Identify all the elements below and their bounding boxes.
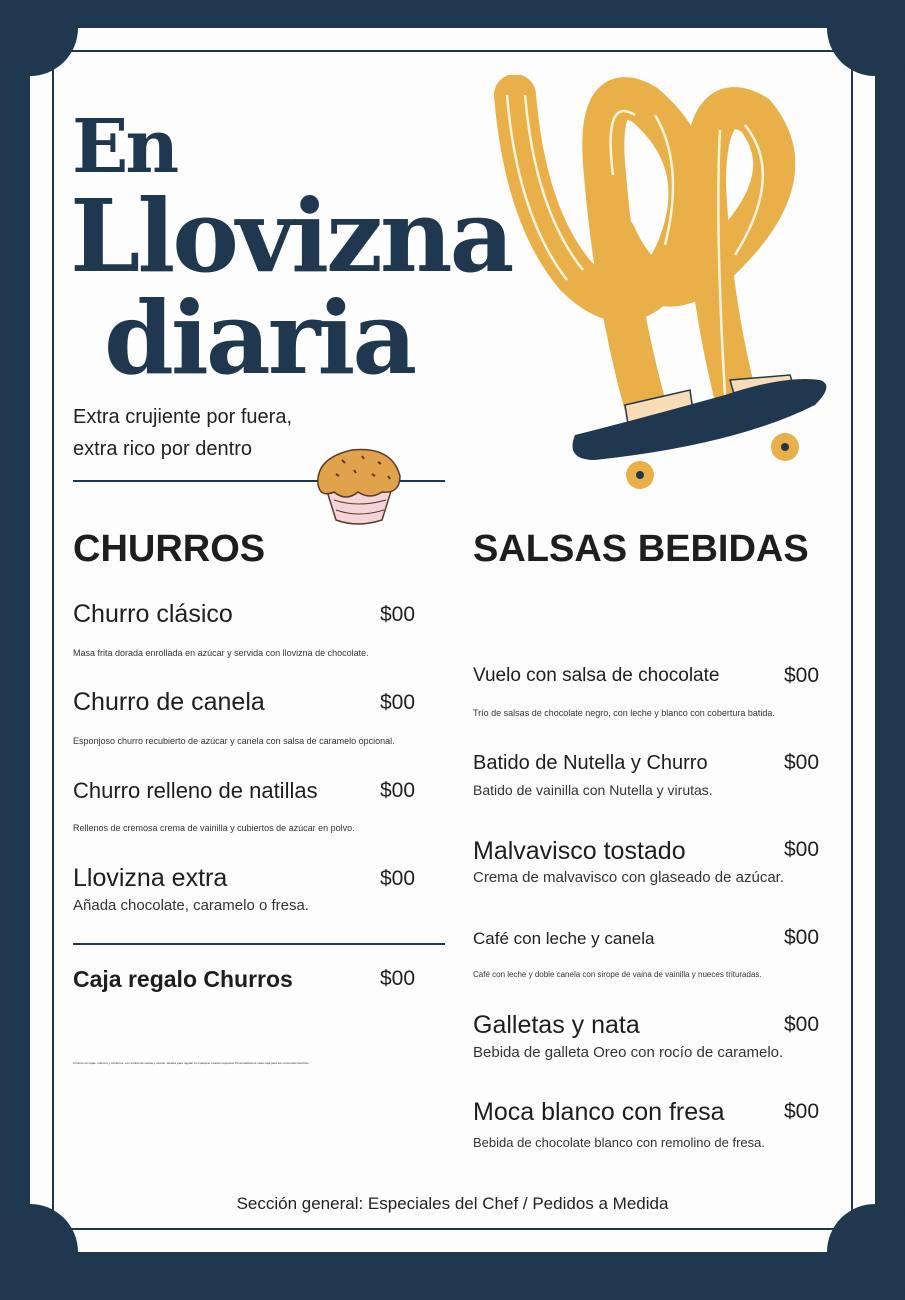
menu-item-name: Malvavisco tostado xyxy=(473,837,686,865)
menu-item-desc: Esponjoso churro recubierto de azúcar y canela con salsa de caramelo opcional. xyxy=(73,736,395,746)
menu-item-name: Moca blanco con fresa xyxy=(473,1098,725,1126)
menu-item-desc: Café con leche y doble canela con sirope de vaina de vainilla y nueces trituradas. xyxy=(473,970,762,979)
divider xyxy=(73,943,445,945)
menu-item-price: $00 xyxy=(380,691,416,714)
menu-item-price: $00 xyxy=(784,838,820,861)
menu-item-desc: Bebida de chocolate blanco con remolino de fresa. xyxy=(473,1135,765,1150)
gift-box-desc: Churros en cajas, rellenos y cubiertos, con surtido de salsas y azúcar, ideales para regalar en cualquier ocasión especial. Personalizamos cada caja para tus momentos favoritos. xyxy=(73,1061,310,1065)
menu-item-price: $00 xyxy=(784,1013,820,1036)
menu-item-name: Llovizna extra xyxy=(73,864,228,892)
menu-item-name: Churro clásico xyxy=(73,600,233,628)
menu-item-price: $00 xyxy=(784,1100,820,1123)
churro-skater-illustration xyxy=(485,75,835,495)
menu-item-name: Galletas y nata xyxy=(473,1011,640,1039)
menu-item-desc: Crema de malvavisco con glaseado de azúcar. xyxy=(473,869,785,886)
menu-item-desc: Añada chocolate, caramelo o fresa. xyxy=(73,897,309,914)
gift-box-price: $00 xyxy=(380,967,416,990)
churros-heading: CHURROS xyxy=(73,528,266,570)
menu-item-name: Churro de canela xyxy=(73,688,265,716)
menu-item-price: $00 xyxy=(784,926,820,949)
footer-text: Sección general: Especiales del Chef / Pedidos a Medida xyxy=(236,1194,669,1213)
menu-item-price: $00 xyxy=(380,779,416,802)
drinks-heading: SALSAS BEBIDAS xyxy=(473,528,809,570)
tagline-1: Extra crujiente por fuera, xyxy=(73,406,292,428)
menu-item-desc: Masa frita dorada enrollada en azúcar y servida con llovizna de chocolate. xyxy=(73,648,369,658)
menu-item-desc: Bebida de galleta Oreo con rocío de caramelo. xyxy=(473,1044,784,1061)
menu-item-name: Churro relleno de natillas xyxy=(73,778,318,803)
menu-item-price: $00 xyxy=(784,664,820,687)
menu-item-desc: Batido de vainilla con Nutella y virutas. xyxy=(473,782,713,798)
menu-item-desc: Rellenos de cremosa crema de vainilla y cubiertos de azúcar en polvo. xyxy=(73,823,355,833)
title-line-1: En xyxy=(72,104,177,190)
menu-item-name: Café con leche y canela xyxy=(473,929,655,948)
title-line-2: Llovizna xyxy=(70,177,512,295)
menu-item-name: Vuelo con salsa de chocolate xyxy=(473,665,720,686)
title-line-3: diaria xyxy=(104,279,415,397)
menu-item-price: $00 xyxy=(380,603,416,626)
menu-item-price: $00 xyxy=(380,867,416,890)
menu-item-desc: Trío de salsas de chocolate negro, con leche y blanco con cobertura batida. xyxy=(473,708,775,718)
menu-item-name: Batido de Nutella y Churro xyxy=(473,752,708,774)
menu-item-price: $00 xyxy=(784,751,820,774)
gift-box-name: Caja regalo Churros xyxy=(73,966,293,992)
cupcake-icon xyxy=(312,440,404,528)
tagline-2: extra rico por dentro xyxy=(73,438,252,460)
